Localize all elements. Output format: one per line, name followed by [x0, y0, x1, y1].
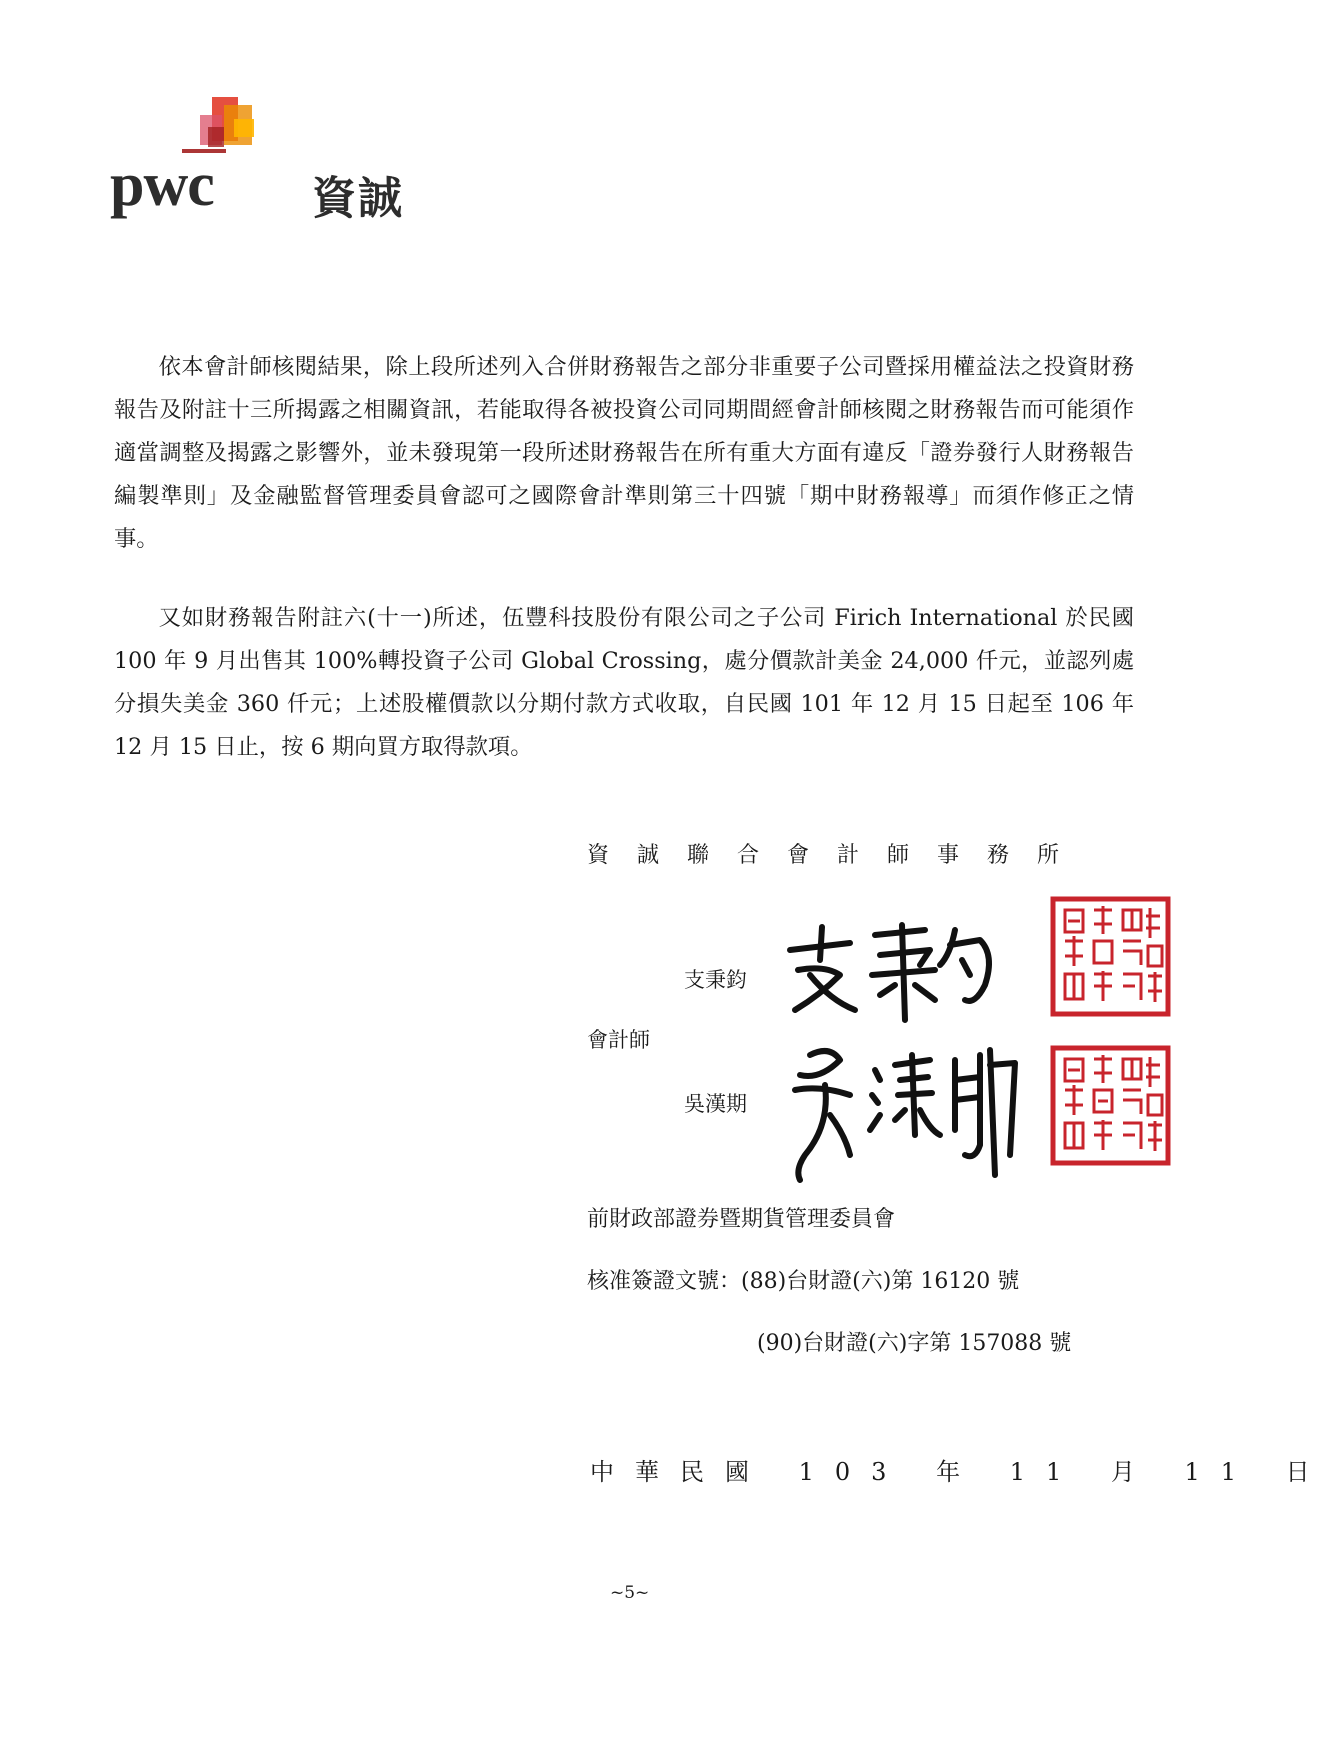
paragraph-2: 又如財務報告附註六(十一)所述，伍豐科技股份有限公司之子公司 Firich International 於民國 100 年 9 月出售其 100%轉投資子公司 Global Crossing，處分價款計美金 24,000 仟元，並認列處分損失美金 360 仟元；上述股權價款以分期付款方式收取，自民國 101 年 12 月 15 日起至 106 年 12 月 15 日止，按 6 期向買方取得款項。: [114, 605, 1134, 760]
accountant-name-2: 吳漢期: [684, 1092, 747, 1116]
seal-stamp-2: [1050, 1045, 1171, 1166]
logo-chinese-name: 資誠: [312, 173, 404, 224]
review-conclusion-paragraph: [114, 346, 1134, 561]
paragraph-1: 依本會計師核閱結果，除上段所述列入合併財務報告之部分非重要子公司暨採用權益法之投資財務報告及附註十三所揭露之相關資訊，若能取得各被投資公司同期間經會計師核閱之財務報告而可能須作適當調整及揭露之影響外，並未發現第一段所述財務報告在所有重大方面有違反「證券發行人財務報告編製準則」及金融監督管理委員會認可之國際會計準則第三十四號「期中財務報導」而須作修正之情事。: [114, 354, 1134, 552]
approval-number-2: (90)台財證(六)字第 157088 號: [757, 1331, 1072, 1356]
seal-stamp-1: [1050, 896, 1171, 1017]
authority-name: 前財政部證券暨期貨管理委員會: [587, 1207, 896, 1232]
firm-name: 資誠聯合會計師事務所: [587, 843, 1088, 868]
page-number: ~5~: [610, 1583, 650, 1603]
logo-wordmark: pwc: [110, 151, 214, 219]
approval-number-1: 核准簽證文號：(88)台財證(六)第 16120 號: [587, 1269, 1020, 1294]
signature-2: [780, 1035, 1030, 1185]
accountant-role-label: 會計師: [587, 1028, 650, 1052]
accountant-name-1: 支秉鈞: [684, 968, 747, 992]
emphasis-paragraph: [114, 597, 1134, 769]
signature-1: [780, 915, 1010, 1025]
report-date: 中華民國 103 年 11 月 11 日: [590, 1458, 1331, 1486]
